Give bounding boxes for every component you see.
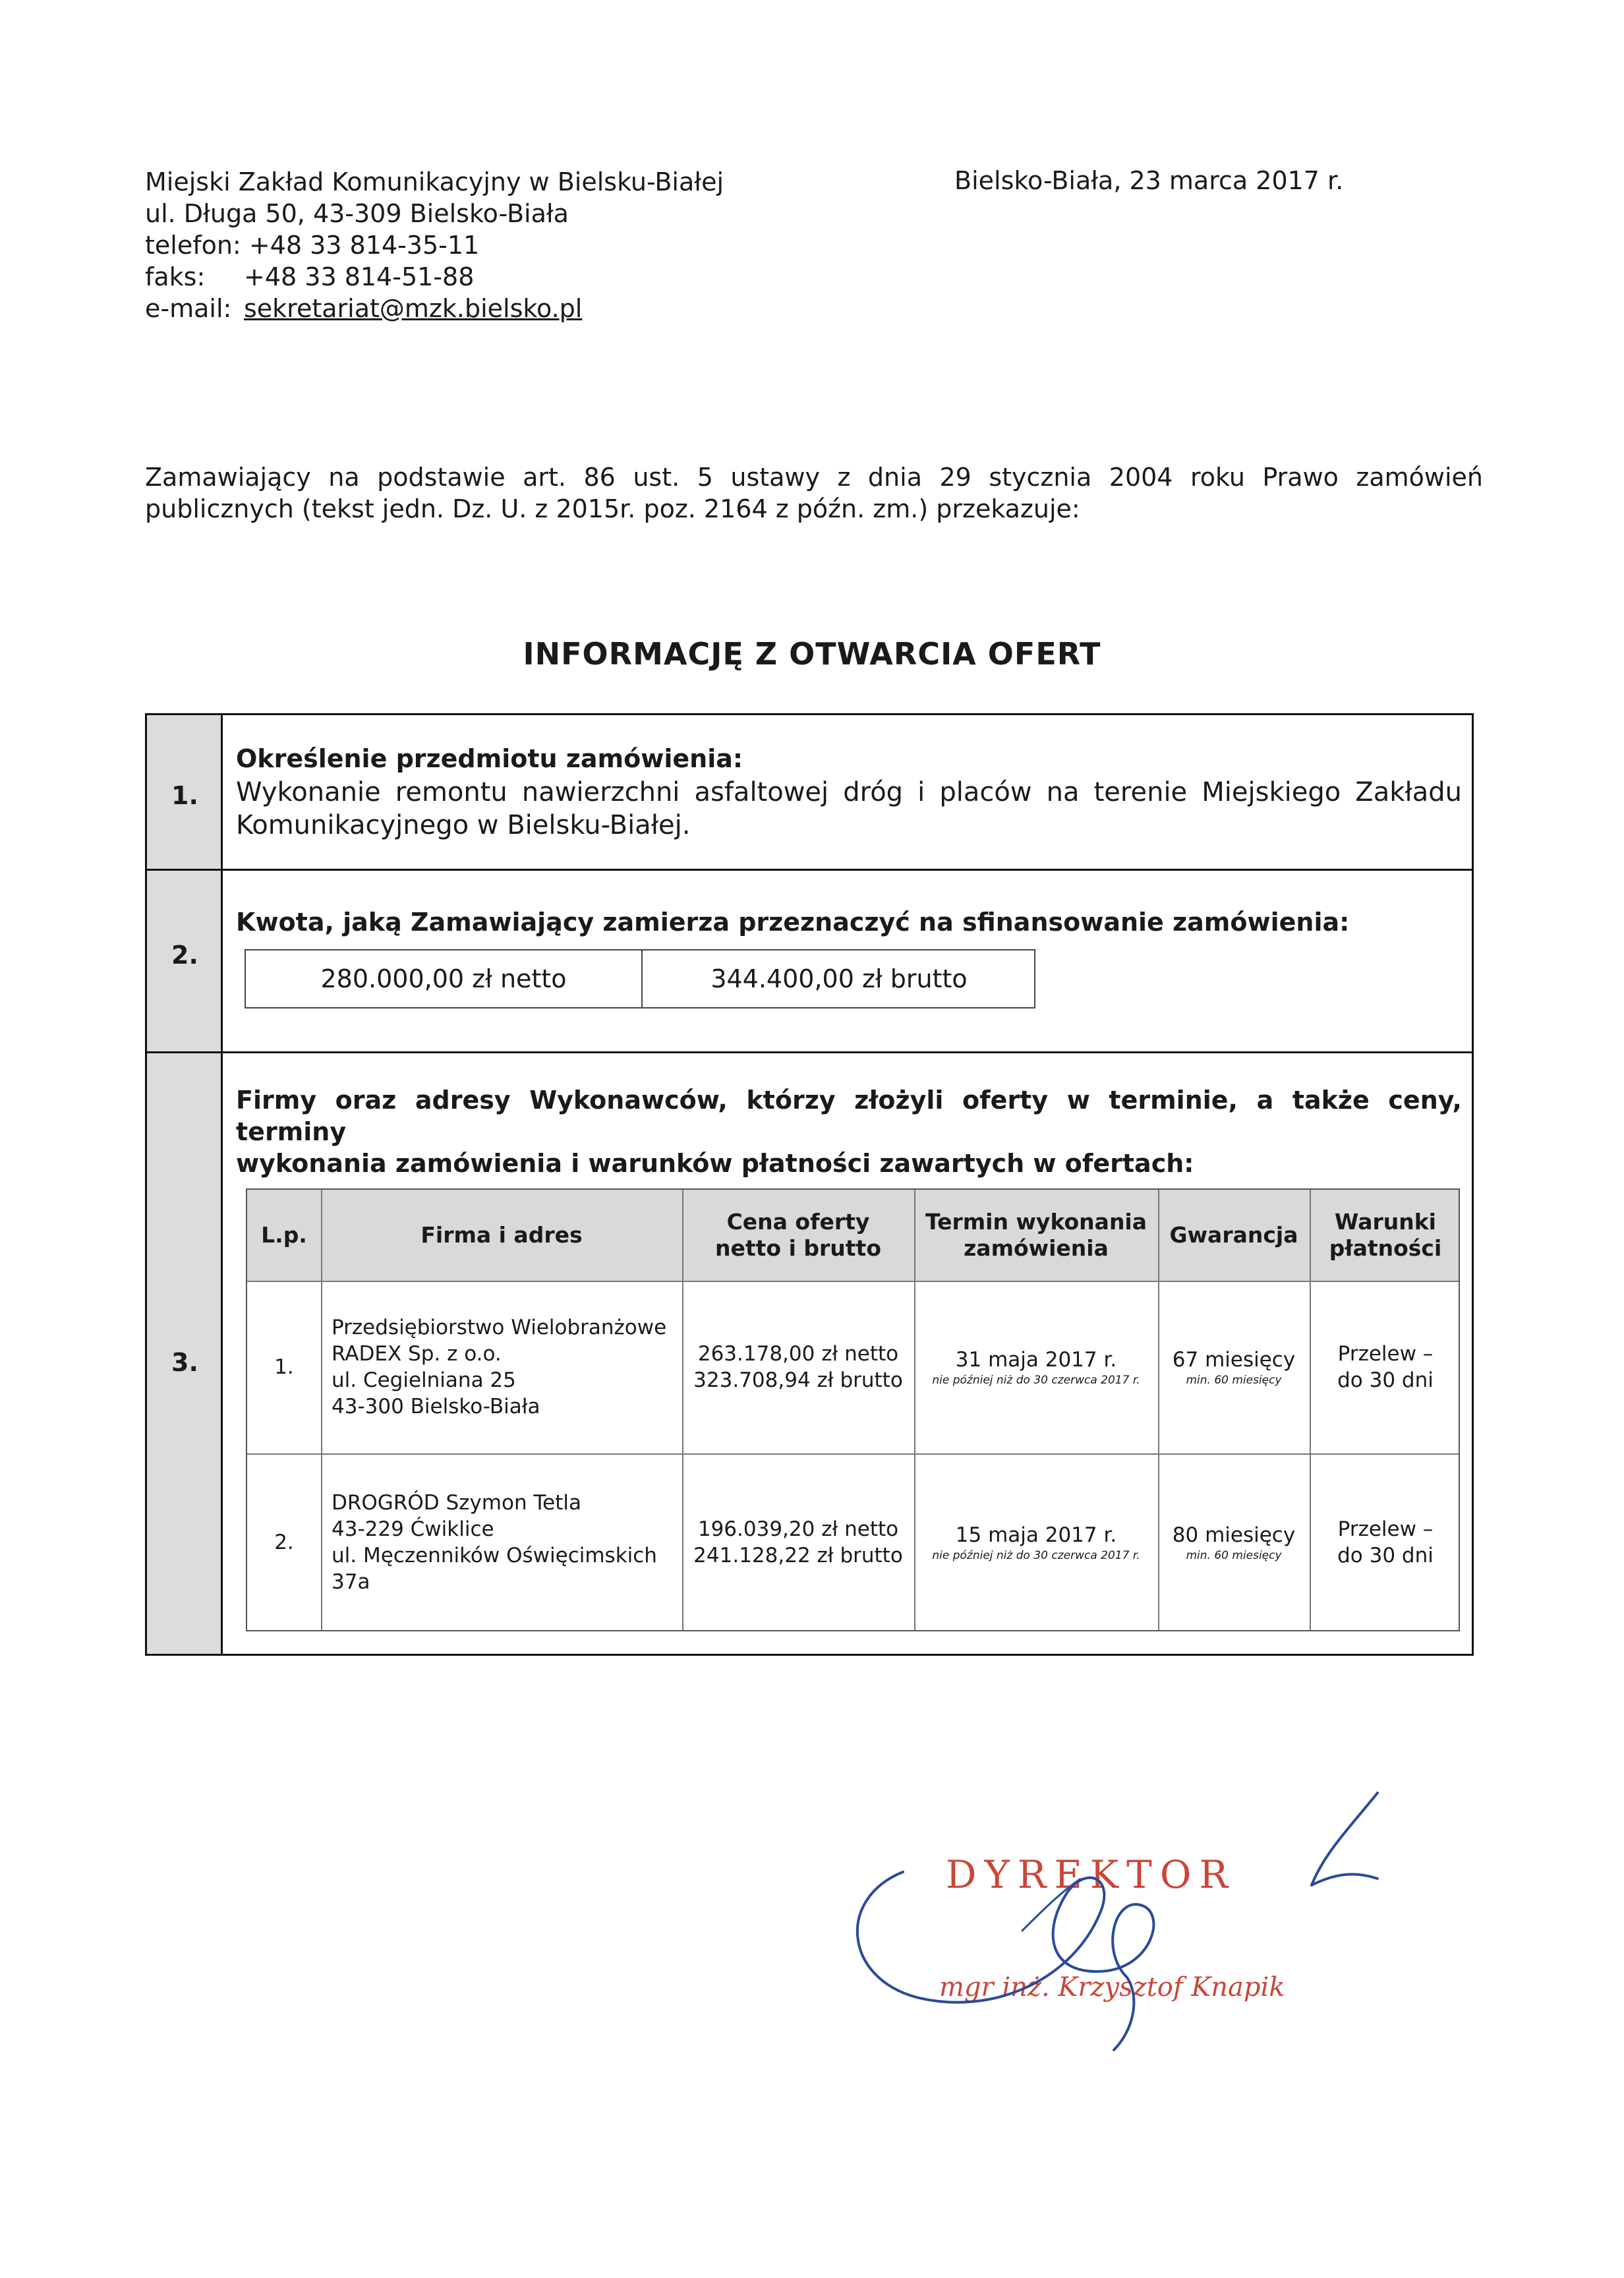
warranty-value: 80 miesięcy bbox=[1172, 1523, 1296, 1547]
company-line: Przedsiębiorstwo Wielobranżowe bbox=[332, 1316, 667, 1339]
col-warranty: Gwarancja bbox=[1169, 1222, 1298, 1248]
company-line: ul. Cegielniana 25 bbox=[332, 1368, 516, 1392]
section-number-1: 1. bbox=[171, 781, 198, 810]
col-price-line2: netto i brutto bbox=[715, 1235, 881, 1261]
row-divider bbox=[147, 1051, 1472, 1053]
table-row-1-price bbox=[682, 1281, 914, 1453]
col-term bbox=[914, 1190, 1158, 1281]
warranty-value: 67 miesięcy bbox=[1172, 1348, 1296, 1372]
phone-line bbox=[145, 229, 479, 261]
table-row-1-warranty bbox=[1158, 1281, 1310, 1453]
fax-line bbox=[145, 261, 474, 293]
amount-gross: 344.400,00 zł brutto bbox=[710, 964, 968, 993]
col-price bbox=[682, 1190, 914, 1281]
org-name: Miejski Zakład Komunikacyjny w Bielsku-Białej bbox=[145, 167, 724, 196]
warranty-note: min. 60 miesięcy bbox=[1186, 1549, 1282, 1562]
intro-paragraph: Zamawiający na podstawie art. 86 ust. 5 ustawy z dnia 29 stycznia 2004 roku Prawo zamówień publicznych (tekst jedn. Dz. U. z 2015r. poz. 2164 z późn. zm.) przekazuje: bbox=[145, 463, 1483, 523]
section-number-3: 3. bbox=[171, 1348, 198, 1377]
email-label: e-mail: bbox=[145, 294, 232, 323]
payment-line: do 30 dni bbox=[1337, 1368, 1434, 1392]
signature-scribble bbox=[824, 1780, 1417, 2057]
price-net: 196.039,20 zł netto bbox=[697, 1517, 899, 1541]
stamp-name: mgr inż. Krzysztof Knapik bbox=[939, 1972, 1285, 2002]
offers-table bbox=[246, 1188, 1460, 1631]
signature-stroke bbox=[1312, 1793, 1378, 1885]
col-divider bbox=[321, 1190, 322, 1630]
page-title: INFORMACJĘ Z OTWARCIA OFERT bbox=[523, 636, 1101, 672]
warranty-note: min. 60 miesięcy bbox=[1186, 1374, 1282, 1387]
email-link[interactable]: sekretariat@mzk.bielsko.pl bbox=[244, 294, 583, 323]
email-line bbox=[145, 293, 582, 324]
company-line: 43-229 Ćwiklice bbox=[332, 1517, 494, 1541]
col-term-line2: zamówienia bbox=[964, 1235, 1109, 1261]
col-price-line1: Cena oferty bbox=[726, 1209, 870, 1235]
col-term-line1: Termin wykonania bbox=[925, 1209, 1147, 1235]
term-note: nie później niż do 30 czerwca 2017 r. bbox=[932, 1549, 1140, 1562]
term-date: 15 maja 2017 r. bbox=[955, 1523, 1117, 1547]
table-row-1-company bbox=[332, 1281, 674, 1453]
row-divider bbox=[147, 869, 1472, 871]
payment-line: Przelew – bbox=[1337, 1517, 1434, 1541]
phone-value: +48 33 814-35-11 bbox=[248, 231, 480, 260]
col-payment bbox=[1310, 1190, 1461, 1281]
price-net: 263.178,00 zł netto bbox=[697, 1342, 899, 1366]
table-row-2-term bbox=[914, 1453, 1158, 1631]
price-gross: 323.708,94 zł brutto bbox=[693, 1368, 903, 1392]
place-date: Bielsko-Biała, 23 marca 2017 r. bbox=[954, 166, 1344, 195]
term-date: 31 maja 2017 r. bbox=[955, 1348, 1117, 1372]
fax-label: faks: bbox=[145, 262, 206, 291]
col-lp: L.p. bbox=[261, 1222, 307, 1248]
amount-net: 280.000,00 zł netto bbox=[320, 964, 567, 993]
col-company: Firma i adres bbox=[420, 1222, 583, 1248]
company-line: DROGRÓD Szymon Tetla bbox=[332, 1491, 581, 1515]
table-row-1-term bbox=[914, 1281, 1158, 1453]
section2-heading: Kwota, jaką Zamawiający zamierza przeznaczyć na sfinansowanie zamówienia: bbox=[236, 908, 1350, 937]
company-line: RADEX Sp. z o.o. bbox=[332, 1342, 502, 1366]
table-row-2-company bbox=[332, 1453, 681, 1631]
price-gross: 241.128,22 zł brutto bbox=[693, 1544, 903, 1567]
section3-heading-line2: wykonania zamówienia i warunków płatności zawartych w ofertach: bbox=[236, 1149, 1194, 1178]
table-row-2-warranty bbox=[1158, 1453, 1310, 1631]
table-row-2-payment bbox=[1310, 1453, 1461, 1631]
section3-heading bbox=[236, 1084, 1462, 1179]
col-payment-line1: Warunki bbox=[1334, 1209, 1436, 1235]
fax-value: +48 33 814-51-88 bbox=[244, 262, 475, 291]
section1-text-line2: Komunikacyjnego w Bielsku-Białej. bbox=[236, 810, 691, 840]
col-payment-line2: płatności bbox=[1329, 1235, 1442, 1261]
company-line: ul. Męczenników Oświęcimskich 37a bbox=[332, 1544, 657, 1594]
info-table bbox=[145, 713, 1474, 1656]
table-row-1-payment bbox=[1310, 1281, 1461, 1453]
signature-stroke bbox=[857, 1872, 1154, 2050]
section1-heading: Określenie przedmiotu zamówienia: bbox=[236, 744, 743, 773]
stamp-title: DYREKTOR bbox=[946, 1852, 1236, 1897]
table-row-2-price bbox=[682, 1453, 914, 1631]
payment-line: Przelew – bbox=[1337, 1342, 1434, 1366]
section-number-2: 2. bbox=[171, 941, 198, 970]
org-address: ul. Długa 50, 43-309 Bielsko-Biała bbox=[145, 199, 569, 228]
company-line: 43-300 Bielsko-Biała bbox=[332, 1395, 540, 1418]
section1-text-line1: Wykonanie remontu nawierzchni asfaltowej dróg i placów na terenie Miejskiego Zakładu bbox=[236, 777, 1462, 807]
table-row-2-lp: 2. bbox=[274, 1531, 294, 1554]
number-column bbox=[147, 715, 223, 1654]
payment-line: do 30 dni bbox=[1337, 1544, 1434, 1567]
section3-heading-line1: Firmy oraz adresy Wykonawców, którzy złożyli oferty w terminie, a także ceny, terminy bbox=[236, 1086, 1462, 1146]
amount-box bbox=[245, 949, 1035, 1008]
term-note: nie później niż do 30 czerwca 2017 r. bbox=[932, 1374, 1140, 1387]
table-row-1-lp: 1. bbox=[274, 1355, 294, 1379]
phone-label: telefon: bbox=[145, 231, 241, 260]
